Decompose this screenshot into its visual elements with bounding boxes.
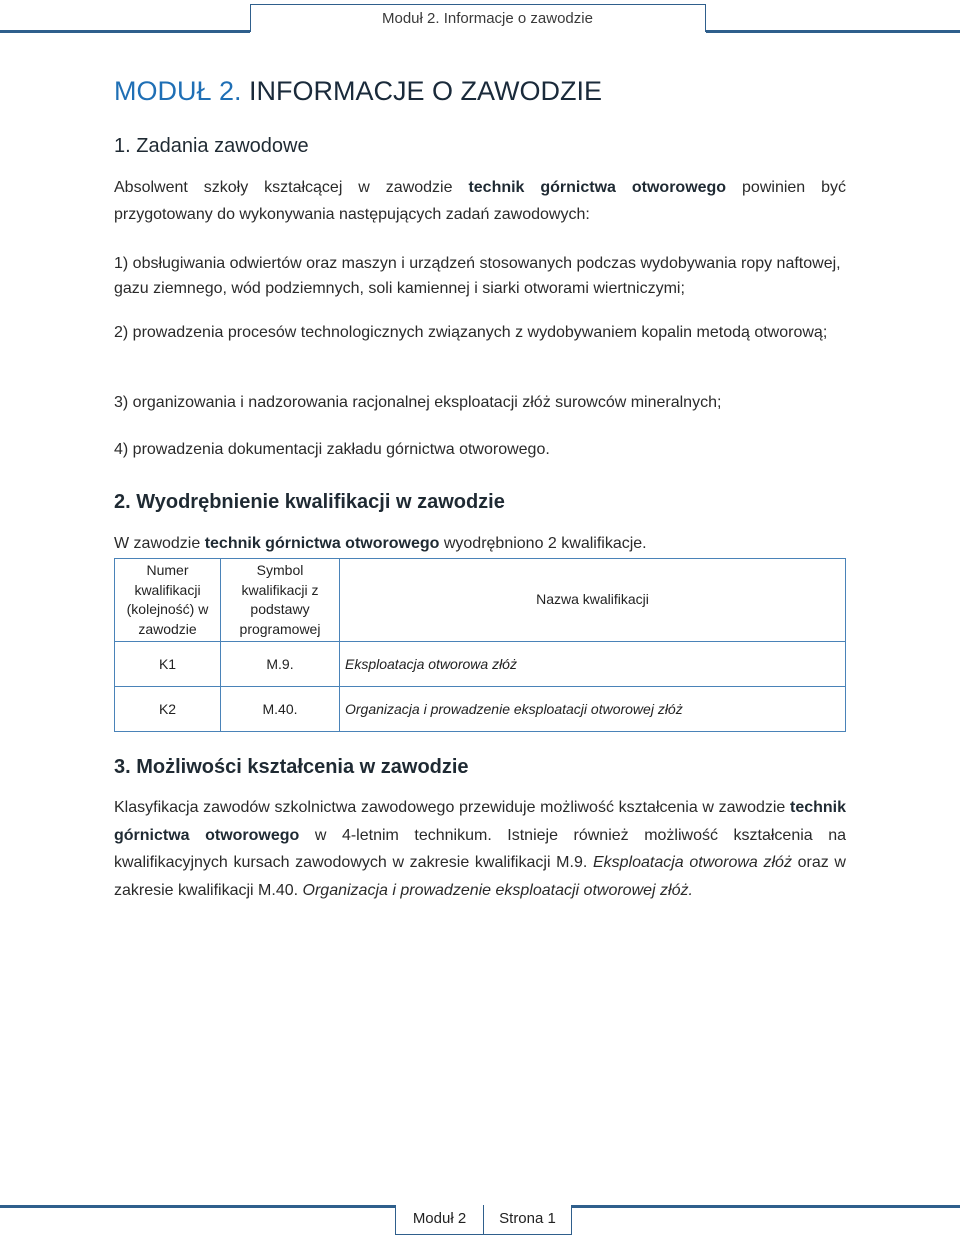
paragraph-text: Klasyfikacja zawodów szkolnictwa zawodowego przewiduje możliwość kształcenia w zawodzie [114,799,786,816]
cell-symbol: M.40. [221,687,340,732]
intro-text: powinien być [742,179,847,196]
page-title-text: INFORMACJE O ZAWODZIE [249,76,603,106]
task-2: 2) prowadzenia procesów technologicznych związanych z wydobywaniem kopalin metodą otworową; [114,324,828,341]
page-title-module: MODUŁ 2. [114,76,242,106]
footer-module: Moduł 2 [412,1210,467,1227]
section-2-intro [114,531,846,556]
profession-name: technik górnictwa otworowego [114,799,847,844]
task-1: 1) obsługiwania odwiertów oraz maszyn i urządzeń stosowanych podczas wydobywania ropy naftowej, gazu ziemnego, wód podziemnych, soli kamiennej i siarki otworami wiertniczymi; [114,255,841,297]
header-rule-left [0,30,250,33]
page-title [114,76,602,107]
task-4: 4) prowadzenia dokumentacji zakładu górnictwa otworowego. [114,441,550,458]
intro-text: Absolwent szkoły kształcącej w zawodzie [114,179,453,196]
footer-page-number: Strona 1 [483,1205,571,1234]
col-header-name: Nazwa kwalifikacji [340,559,846,642]
footer-box [395,1205,572,1235]
qualifications-table [114,558,846,732]
cell-name: Organizacja i prowadzenie eksploatacji otworowej złóż [340,687,846,732]
table-row [115,642,846,687]
cell-number: K2 [115,687,221,732]
col-header-symbol: Symbol kwalifikacji z podstawy programowej [221,559,340,642]
table-header-row [115,559,846,642]
profession-name: technik górnictwa otworowego [204,535,440,552]
section-1-intro-cont: przygotowany do wykonywania następujących zadań zawodowych: [114,206,590,223]
footer-rule-right [572,1205,960,1208]
intro-text: wyodrębniono 2 kwalifikacje. [443,535,647,552]
paragraph-text: oraz w zakresie kwalifikacji M.40. [114,854,846,899]
qualification-name: Eksploatacja otworowa złóż [592,854,792,871]
table-row [115,687,846,732]
qualification-name: Organizacja i prowadzenie eksploatacji otworowej złóż. [302,881,693,899]
cell-number: K1 [115,642,221,687]
footer-rule-left [0,1205,395,1208]
section-1-heading: 1. Zadania zawodowe [114,135,309,157]
col-header-number: Numer kwalifikacji (kolejność) w zawodzie [115,559,221,642]
section-2-heading: 2. Wyodrębnienie kwalifikacji w zawodzie [114,491,505,513]
paragraph-text: w 4-letnim technikum. Istnieje również możliwość kształcenia na kwalifikacyjnych kursach zawodowych w zakresie kwalifikacji M.9. [114,826,846,871]
cell-name: Eksploatacja otworowa złóż [340,642,846,687]
section-3-heading: 3. Możliwości kształcenia w zawodzie [114,756,469,778]
cell-symbol: M.9. [221,642,340,687]
section-3-paragraph [114,794,846,904]
section-1-intro [114,175,846,200]
header-title: Moduł 2. Informacje o zawodzie [382,10,593,27]
profession-name: technik górnictwa otworowego [468,179,727,196]
task-3: 3) organizowania i nadzorowania racjonalnej eksploatacji złóż surowców mineralnych; [114,394,722,411]
intro-text: W zawodzie [114,535,201,552]
header-rule-right [706,30,960,33]
